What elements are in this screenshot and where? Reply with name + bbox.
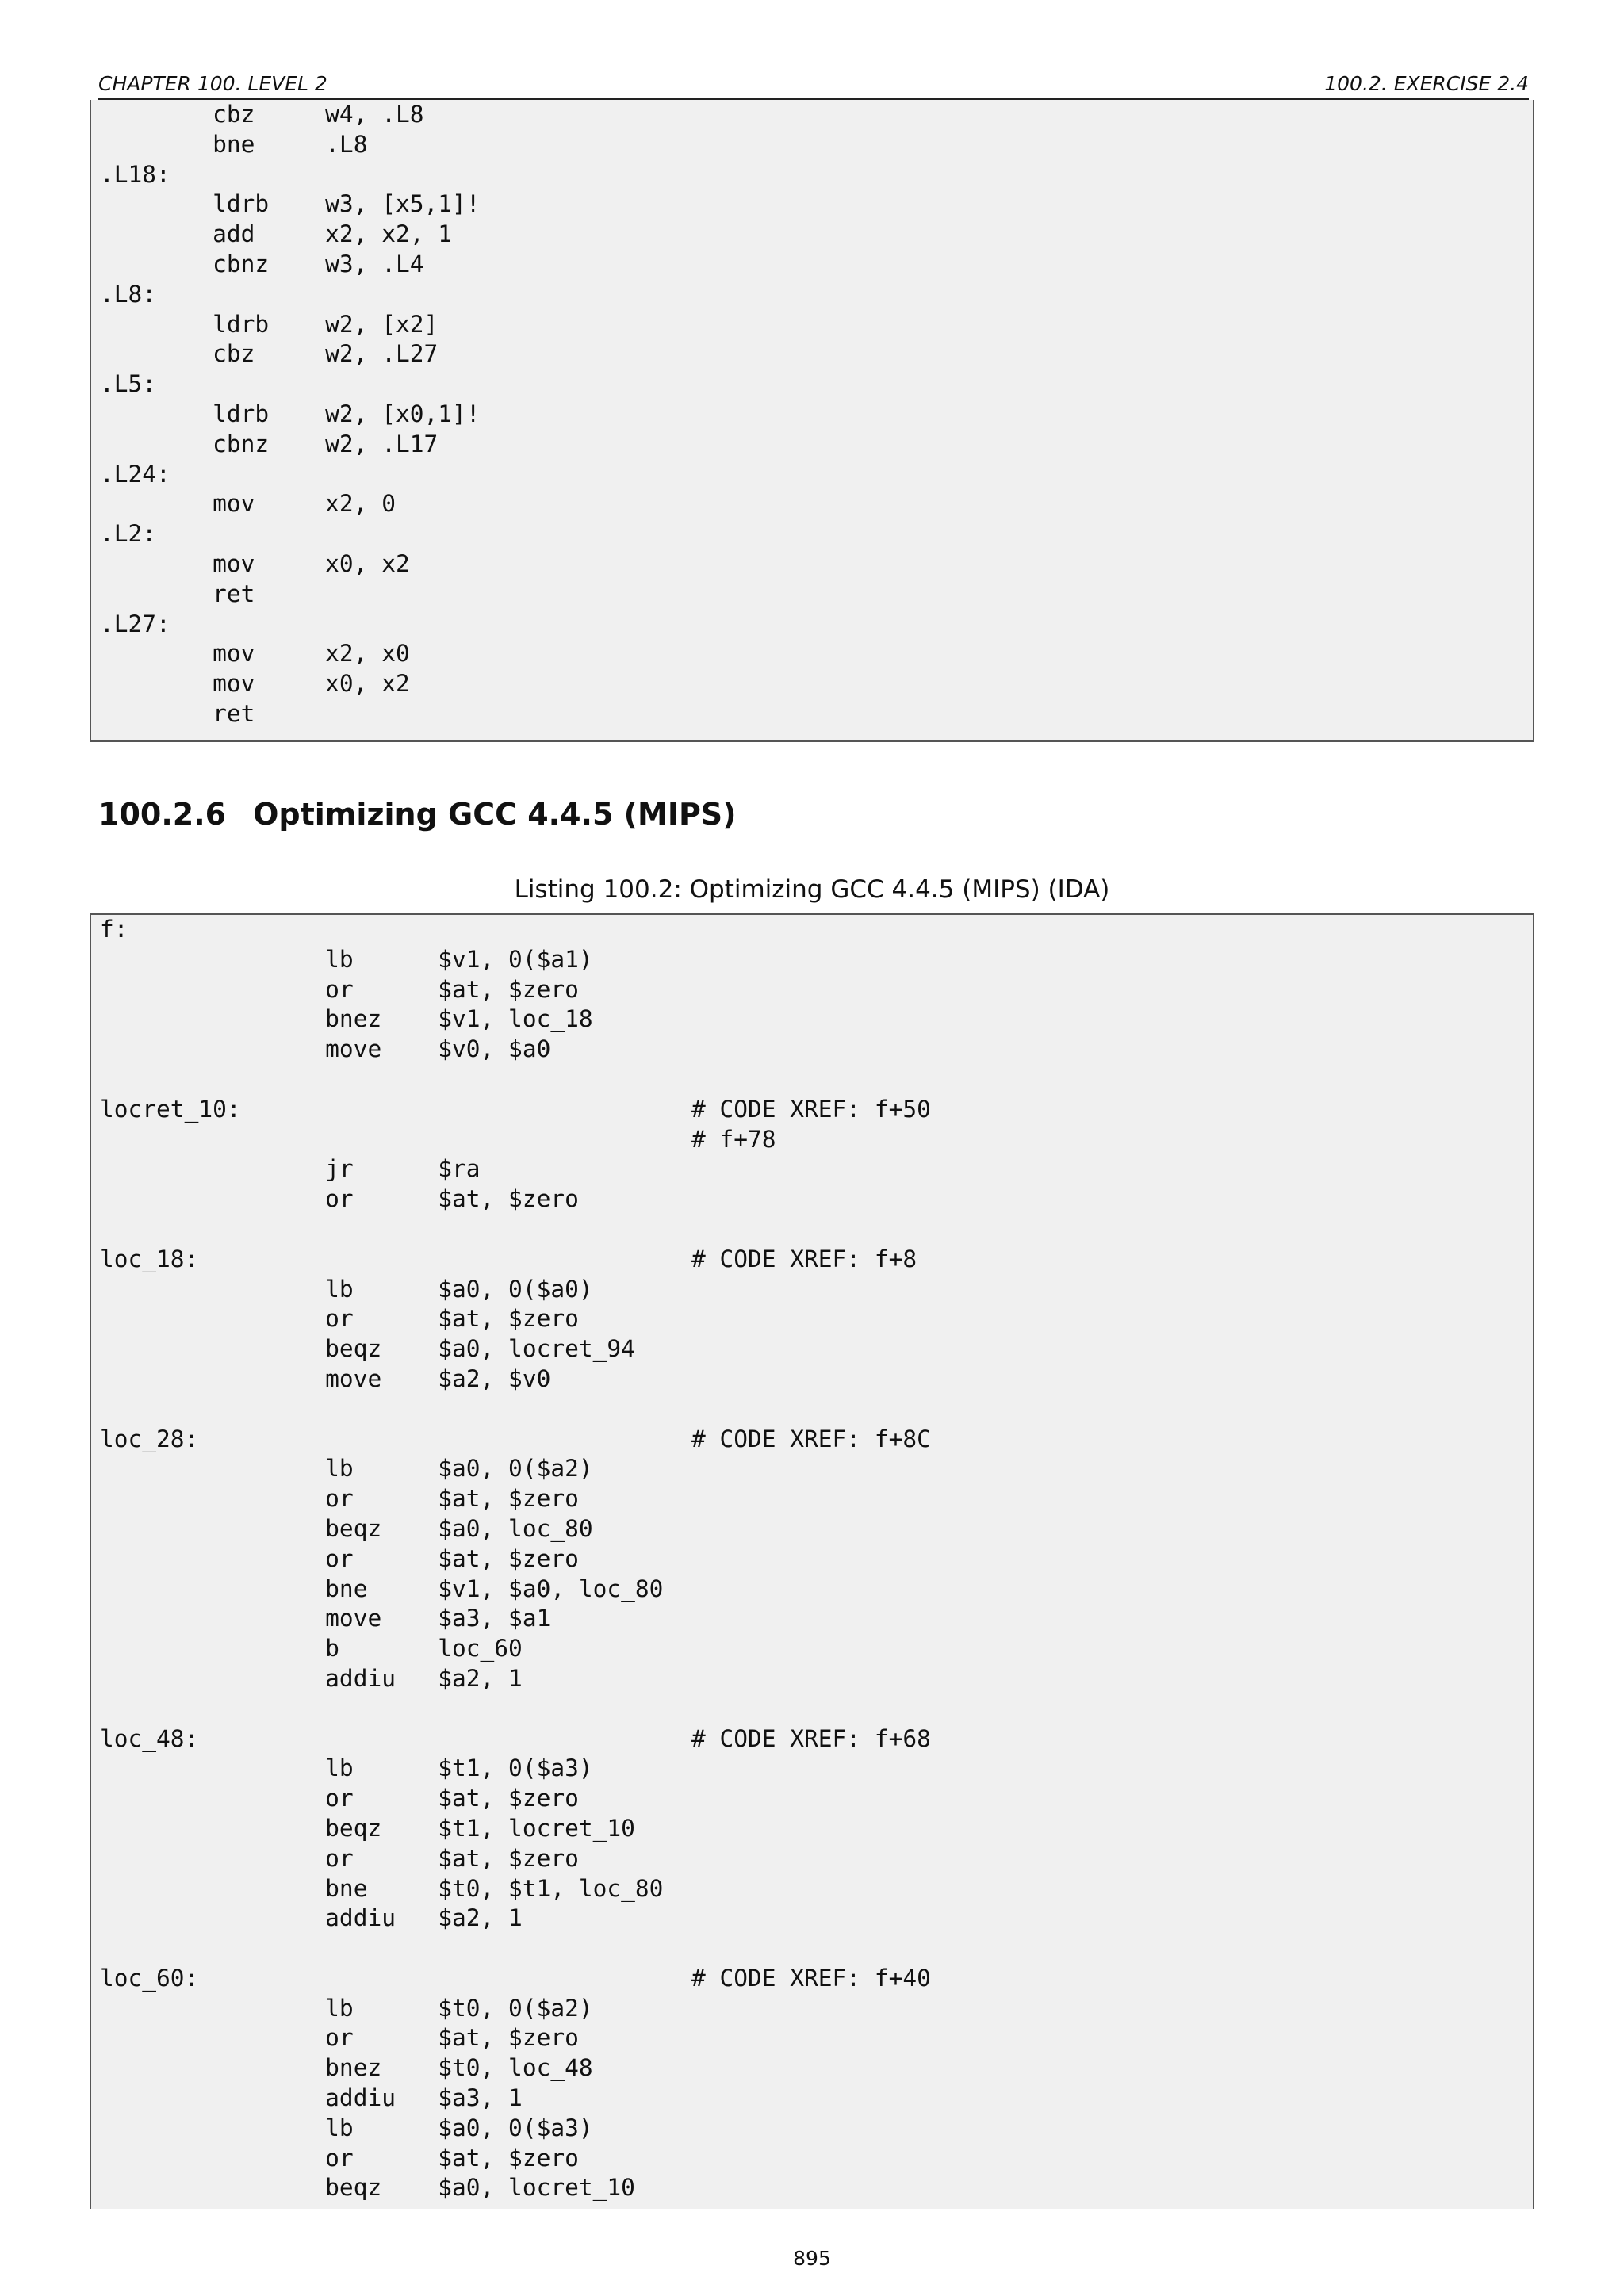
code-line: mov x0, x2 (100, 670, 410, 698)
code-line: .L5: (100, 370, 157, 398)
code-line: # f+78 (100, 1125, 776, 1153)
code-line: or $at, $zero (100, 1485, 579, 1513)
code-listing-arm64-continued (90, 100, 1534, 742)
code-line: or $at, $zero (100, 2024, 579, 2052)
code-text (100, 100, 481, 729)
code-line: lb $v1, 0($a1) (100, 945, 593, 973)
code-line: ldrb w2, [x2] (100, 310, 439, 338)
code-line: addiu $a2, 1 (100, 1664, 523, 1692)
code-line: loc_60: # CODE XREF: f+40 (100, 1964, 931, 1992)
code-line: .L18: (100, 160, 170, 188)
code-line: or $at, $zero (100, 1844, 579, 1872)
code-line: lb $a0, 0($a2) (100, 1455, 593, 1483)
code-line: bne $v1, $a0, loc_80 (100, 1575, 664, 1602)
code-line: bne .L8 (100, 130, 368, 158)
code-line: lb $a0, 0($a0) (100, 1275, 593, 1303)
code-line: beqz $a0, loc_80 (100, 1514, 593, 1542)
code-line: add x2, x2, 1 (100, 220, 453, 248)
code-line: beqz $a0, locret_94 (100, 1335, 635, 1363)
code-line: loc_18: # CODE XREF: f+8 (100, 1245, 917, 1272)
code-line: ldrb w2, [x0,1]! (100, 400, 481, 427)
code-line: or $at, $zero (100, 2144, 579, 2172)
code-line: cbnz w3, .L4 (100, 250, 424, 277)
running-header (98, 70, 1529, 100)
code-line: .L27: (100, 610, 170, 637)
chapter-header: CHAPTER 100. LEVEL 2 (98, 72, 327, 95)
code-line: move $v0, $a0 (100, 1035, 551, 1063)
code-line: or $at, $zero (100, 1185, 579, 1213)
code-line: or $at, $zero (100, 1544, 579, 1572)
code-line: mov x2, x0 (100, 640, 410, 668)
code-line: .L8: (100, 280, 157, 308)
code-line: .L2: (100, 520, 157, 548)
code-line: bne $t0, $t1, loc_80 (100, 1874, 664, 1902)
code-line: ldrb w3, [x5,1]! (100, 190, 481, 218)
code-line: mov x0, x2 (100, 549, 410, 577)
section-number: 100.2.6 (98, 797, 227, 832)
code-line: or $at, $zero (100, 1305, 579, 1333)
code-line: ret (100, 699, 255, 727)
code-line: ret (100, 580, 255, 607)
code-listing-mips (90, 913, 1534, 2209)
code-line: addiu $a3, 1 (100, 2084, 523, 2112)
code-line: cbz w2, .L27 (100, 340, 439, 368)
section-title-text: Optimizing GCC 4.4.5 (MIPS) (253, 797, 737, 832)
code-line: or $at, $zero (100, 975, 579, 1003)
code-line: mov x2, 0 (100, 490, 396, 518)
code-line: locret_10: # CODE XREF: f+50 (100, 1095, 931, 1123)
code-line: cbnz w2, .L17 (100, 430, 439, 457)
code-line: loc_48: # CODE XREF: f+68 (100, 1724, 931, 1752)
code-line: f: (100, 916, 128, 943)
section-heading (98, 797, 737, 832)
code-line: .L24: (100, 460, 170, 488)
listing-caption: Listing 100.2: Optimizing GCC 4.4.5 (MIPS) (IDA) (514, 875, 1110, 904)
code-line: beqz $t1, locret_10 (100, 1814, 635, 1842)
code-line: beqz $a0, locret_10 (100, 2174, 635, 2202)
code-line: lb $a0, 0($a3) (100, 2114, 593, 2141)
code-line: bnez $t0, loc_48 (100, 2054, 593, 2082)
code-line: cbz w4, .L8 (100, 101, 424, 128)
code-line: lb $t1, 0($a3) (100, 1755, 593, 1782)
code-text (100, 915, 931, 2203)
code-line: move $a2, $v0 (100, 1364, 551, 1392)
code-line: jr $ra (100, 1155, 481, 1183)
code-line: move $a3, $a1 (100, 1605, 551, 1632)
code-line: bnez $v1, loc_18 (100, 1005, 593, 1033)
code-line: lb $t0, 0($a2) (100, 1994, 593, 2022)
code-line: or $at, $zero (100, 1785, 579, 1812)
code-line: loc_28: # CODE XREF: f+8C (100, 1425, 931, 1452)
page-number: 895 (793, 2247, 831, 2270)
code-line: b loc_60 (100, 1635, 523, 1663)
code-line: addiu $a2, 1 (100, 1904, 523, 1932)
section-header: 100.2. EXERCISE 2.4 (1324, 72, 1529, 95)
